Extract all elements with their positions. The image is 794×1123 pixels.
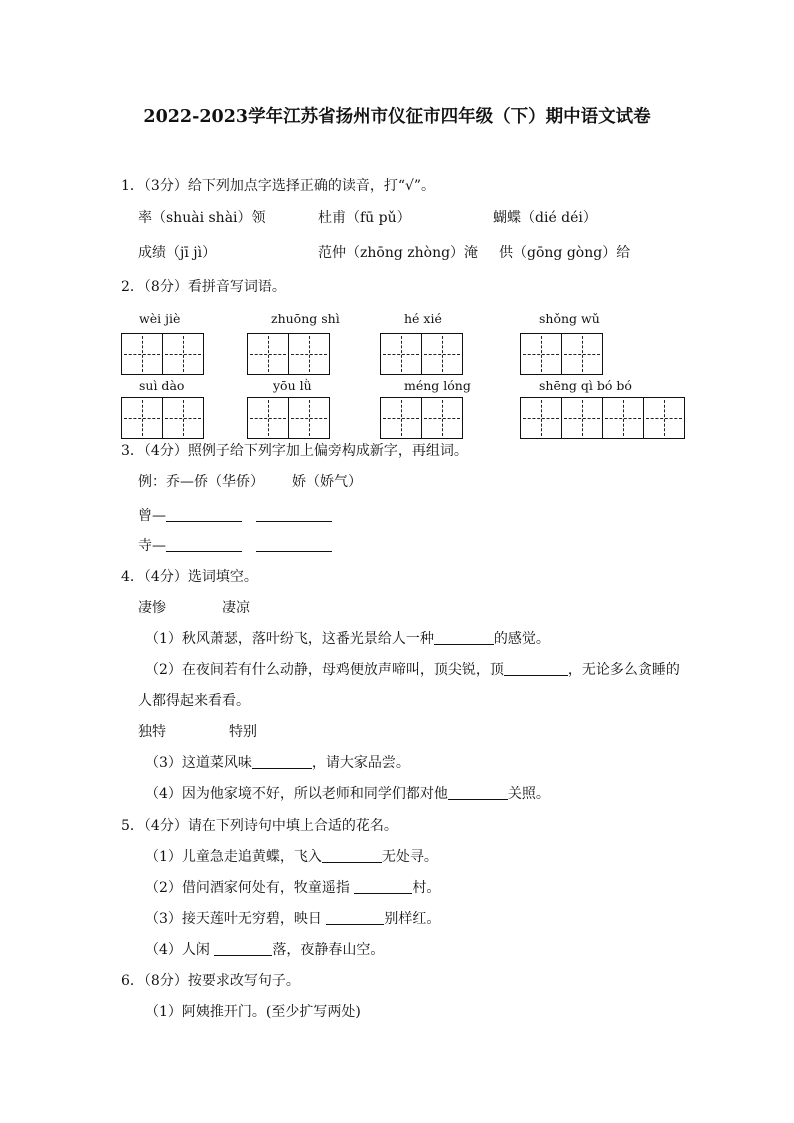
page-title: 2022-2023学年江苏省扬州市仪征市四年级（下）期中语文试卷 <box>143 107 651 127</box>
q2-pinyin-1: wèi jiè <box>139 311 181 326</box>
q5-l2-prefix: （2）借问酒家何处有，牧童遥指 <box>145 880 355 896</box>
q2-grid-7[interactable] <box>380 397 463 439</box>
q4-header: 4．（4分）选词填空。 <box>121 569 258 585</box>
answer-blank[interactable] <box>434 630 494 645</box>
answer-blank[interactable] <box>354 879 412 894</box>
q1-item-6: 供（gōng gòng）给 <box>499 245 631 261</box>
answer-blank[interactable] <box>504 661 568 676</box>
q5-l4-prefix: （4）人闲 <box>145 942 215 958</box>
q3-line-2 <box>138 537 332 555</box>
q1-item-4: 成绩（jī jì） <box>138 245 217 261</box>
q2-grid-6[interactable] <box>247 397 330 439</box>
answer-blank[interactable] <box>322 848 382 863</box>
q2-pinyin-4: shǒng wǔ <box>539 311 600 326</box>
q1-item-5: 范仲（zhōng zhòng）淹 <box>318 245 479 261</box>
q5-l4-suffix: 落，夜静春山空。 <box>272 942 385 958</box>
writing-cell[interactable] <box>288 333 330 375</box>
writing-cell[interactable] <box>602 397 644 439</box>
q4-s2-suffix: ，无论多么贪睡的 <box>567 662 680 678</box>
writing-cell[interactable] <box>247 333 289 375</box>
q4-sentence-3 <box>145 754 410 772</box>
q5-line-1 <box>145 848 438 866</box>
q2-pinyin-8: shēng qì bó bó <box>539 378 632 393</box>
q3-header: 3．（4分）照例子给下列字加上偏旁构成新字，再组词。 <box>121 443 468 459</box>
q6-header: 6．（8分）按要求改写句子。 <box>121 973 300 989</box>
q4-s2-prefix: （2）在夜间若有什么动静，母鸡便放声啼叫，顶尖锐，顶 <box>145 662 504 678</box>
answer-blank[interactable] <box>256 507 332 522</box>
writing-cell[interactable] <box>520 333 562 375</box>
writing-cell[interactable] <box>520 397 562 439</box>
writing-cell[interactable] <box>643 397 685 439</box>
q5-l2-suffix: 村。 <box>412 880 441 896</box>
q4-option-1b: 凄凉 <box>222 600 250 616</box>
q3-example-b: 娇（娇气） <box>292 474 362 490</box>
q3-line-1 <box>138 507 332 525</box>
q5-l1-suffix: 无处寻。 <box>381 849 438 865</box>
q2-pinyin-7: méng lóng <box>404 378 471 393</box>
writing-cell[interactable] <box>380 397 422 439</box>
writing-cell[interactable] <box>247 397 289 439</box>
q1-item-3: 蝴蝶（dié déi） <box>493 210 597 226</box>
q5-l1-prefix: （1）儿童急走追黄蝶，飞入 <box>145 849 322 865</box>
q3-line-1-char: 曾— <box>138 508 166 524</box>
answer-blank[interactable] <box>166 537 242 552</box>
answer-blank[interactable] <box>448 785 508 800</box>
q4-s3-prefix: （3）这道菜风味 <box>145 755 252 771</box>
q5-l3-suffix: 别样红。 <box>384 911 441 927</box>
q2-pinyin-3: hé xié <box>404 311 442 326</box>
q6-line-1: （1）阿姨推开门。(至少扩写两处) <box>145 1004 361 1020</box>
q2-grid-4[interactable] <box>520 333 603 375</box>
writing-cell[interactable] <box>421 397 463 439</box>
writing-cell[interactable] <box>121 333 163 375</box>
answer-blank[interactable] <box>214 941 272 956</box>
q5-header: 5．（4分）请在下列诗句中填上合适的花名。 <box>121 818 398 834</box>
q2-grid-2[interactable] <box>247 333 330 375</box>
q1-header: 1．（3分）给下列加点字选择正确的读音，打“√”。 <box>121 178 436 194</box>
q2-grid-1[interactable] <box>121 333 204 375</box>
writing-cell[interactable] <box>162 333 204 375</box>
q2-grid-8[interactable] <box>520 397 685 439</box>
q2-header: 2．（8分）看拼音写词语。 <box>121 279 286 295</box>
q4-s1-prefix: （1）秋风萧瑟，落叶纷飞，这番光景给人一种 <box>145 631 434 647</box>
q2-pinyin-2: zhuōng shì <box>271 311 340 326</box>
writing-cell[interactable] <box>288 397 330 439</box>
q2-grid-5[interactable] <box>121 397 204 439</box>
q4-s4-suffix: 关照。 <box>507 786 550 802</box>
answer-blank[interactable] <box>252 754 312 769</box>
q4-s3-suffix: ，请大家品尝。 <box>311 755 410 771</box>
answer-blank[interactable] <box>256 537 332 552</box>
writing-cell[interactable] <box>421 333 463 375</box>
q4-sentence-2 <box>145 661 680 679</box>
q1-item-1: 率（shuài shài）领 <box>138 210 266 226</box>
q2-pinyin-6: yōu lǜ <box>273 378 312 393</box>
q4-sentence-4 <box>145 785 550 803</box>
q5-line-4 <box>145 941 384 959</box>
writing-cell[interactable] <box>380 333 422 375</box>
q3-example-a: 例：乔—侨（华侨） <box>138 474 264 490</box>
q5-line-2 <box>145 879 440 897</box>
q4-sentence-1 <box>145 630 550 648</box>
q4-sentence-2-cont: 人都得起来看看。 <box>138 693 250 709</box>
q2-pinyin-5: suì dào <box>139 378 185 393</box>
writing-cell[interactable] <box>121 397 163 439</box>
writing-cell[interactable] <box>162 397 204 439</box>
writing-cell[interactable] <box>561 397 603 439</box>
q4-option-1a: 凄惨 <box>138 600 166 616</box>
q4-option-2b: 特别 <box>229 724 257 740</box>
q5-line-3 <box>145 910 440 928</box>
q4-s4-prefix: （4）因为他家境不好，所以老师和同学们都对他 <box>145 786 448 802</box>
q2-grid-3[interactable] <box>380 333 463 375</box>
q4-s1-suffix: 的感觉。 <box>493 631 550 647</box>
writing-cell[interactable] <box>561 333 603 375</box>
answer-blank[interactable] <box>166 507 242 522</box>
q4-option-2a: 独特 <box>138 724 166 740</box>
answer-blank[interactable] <box>326 910 384 925</box>
q5-l3-prefix: （3）接天莲叶无穷碧，映日 <box>145 911 327 927</box>
q1-item-2: 杜甫（fū pǔ） <box>318 210 411 226</box>
q3-line-2-char: 寺— <box>138 538 166 554</box>
